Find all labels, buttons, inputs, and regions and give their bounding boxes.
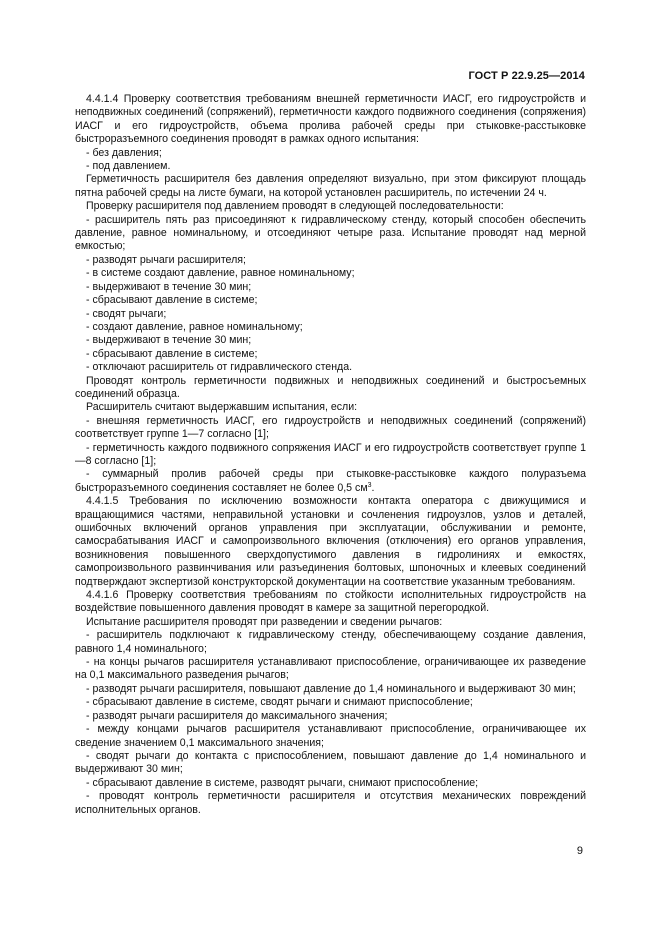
list-item: - расширитель пять раз присоединяют к гидравлическому стенду, который способен обеспечить давление, равное номинальному, и отсоединяют четыре раза. Испытание проводят над мерной емкостью;: [75, 213, 586, 253]
list-item: - расширитель подключают к гидравлическому стенду, обеспечивающему создание давления, равного 1,4 номинального;: [75, 629, 586, 655]
list-item: - сбрасывают давление в системе;: [86, 347, 258, 360]
list-item: - сбрасывают давление в системе, разводят рычаги, снимают приспособление;: [86, 776, 479, 789]
list-item: - проводят контроль герметичности расширителя и отсутствия механических повреждений исполнительных органов.: [75, 790, 586, 816]
list-item: - отключают расширитель от гидравлического стенда.: [86, 361, 353, 374]
superscript: 3: [367, 481, 372, 489]
list-item-end: .: [371, 481, 375, 494]
document-code: ГОСТ Р 22.9.25—2014: [468, 70, 585, 82]
page-number: 9: [576, 845, 583, 857]
list-item: - выдерживают в течение 30 мин;: [86, 280, 252, 293]
list-item: - создают давление, равное номинальному;: [86, 320, 303, 333]
paragraph: 4.4.1.5 Требования по исключению возможности контакта оператора с движущимися и вращающимися частями, неправильной установки и сочленения гидроузлов, узлов и деталей, ошибочных включений органов управления при эксплуатации, обслуживании и ремонте, самосрабатывания ИАСГ и самопроизвольного включения (отключения) его органов управления, возникновения повышенного сверхдопустимого давления в гидролиниях и емкостях, самопроизвольного развинчивания или разъединения болтовых, шпоночных и клеевых соединений подтверждают экспертизой конструкторской документации на соответствие указанным требованиям.: [75, 495, 586, 588]
list-item: - разводят рычаги расширителя до максимального значения;: [86, 709, 388, 722]
list-item: - внешняя герметичность ИАСГ, его гидроустройств и неподвижных соединений (сопряжений) соответствует группе 1—7 согласно [1];: [75, 414, 586, 441]
list-item: - под давлением.: [86, 160, 171, 173]
list-item: - в системе создают давление, равное номинальному;: [86, 267, 355, 280]
list-item: - сбрасывают давление в системе;: [86, 294, 258, 307]
list-item: - без давления;: [86, 146, 162, 159]
list-item: - сводят рычаги;: [86, 307, 167, 320]
document-body: [75, 93, 586, 817]
paragraph: Испытание расширителя проводят при разведении и сведении рычагов:: [86, 615, 443, 628]
list-item: - разводят рычаги расширителя;: [86, 253, 246, 266]
paragraph: Герметичность расширителя без давления определяют визуально, при этом фиксируют площадь пятна рабочей среды на листе бумаги, на которой установлен расширитель, по истечении 24 ч.: [75, 173, 586, 199]
list-item: - на концы рычагов расширителя устанавливают приспособление, ограничивающее их разведение на 0,1 максимального разведения рычагов;: [75, 656, 586, 682]
list-item: - сводят рычаги до контакта с приспособлением, повышают давление до 1,4 номинального и выдерживают 30 мин;: [75, 749, 586, 776]
list-item: - сбрасывают давление в системе, сводят рычаги и снимают приспособление;: [86, 696, 473, 709]
list-item: - разводят рычаги расширителя, повышают давление до 1,4 номинального и выдерживают 30 мин;: [86, 682, 576, 695]
paragraph: Расширитель считают выдержавшим испытания, если:: [86, 401, 358, 414]
paragraph: 4.4.1.6 Проверку соответствия требованиям по стойкости исполнительных гидроустройств на воздействие повышенного давления проводят в камере за защитной перегородкой.: [75, 589, 586, 615]
list-item-text: - суммарный пролив рабочей среды при стыковке-расстыковке каждого полуразъема быстроразъемного соединения составляет не более 0,5 см: [75, 468, 586, 494]
list-item: - выдерживают в течение 30 мин;: [86, 334, 252, 347]
list-item: - герметичность каждого подвижного сопряжения ИАСГ и его гидроустройств соответствует группе 1—8 согласно [1];: [75, 441, 586, 467]
list-item: [75, 468, 586, 495]
paragraph: 4.4.1.4 Проверку соответствия требованиям внешней герметичности ИАСГ, его гидроустройств и неподвижных соединений (сопряжений), герметичности каждого подвижного соединения (сопряжения) ИАСГ и его гидроустройств, объема пролива рабочей среды при стыковке-расстыковке быстроразъемного соединения проводят в рамках одного испытания:: [75, 93, 586, 146]
list-item: - между концами рычагов расширителя устанавливают приспособление, ограничивающее их сведение значением 0,1 максимального значения;: [75, 723, 586, 749]
paragraph: Проводят контроль герметичности подвижных и неподвижных соединений и быстросъемных соединений образца.: [75, 374, 586, 400]
paragraph: Проверку расширителя под давлением проводят в следующей последовательности:: [86, 200, 504, 213]
